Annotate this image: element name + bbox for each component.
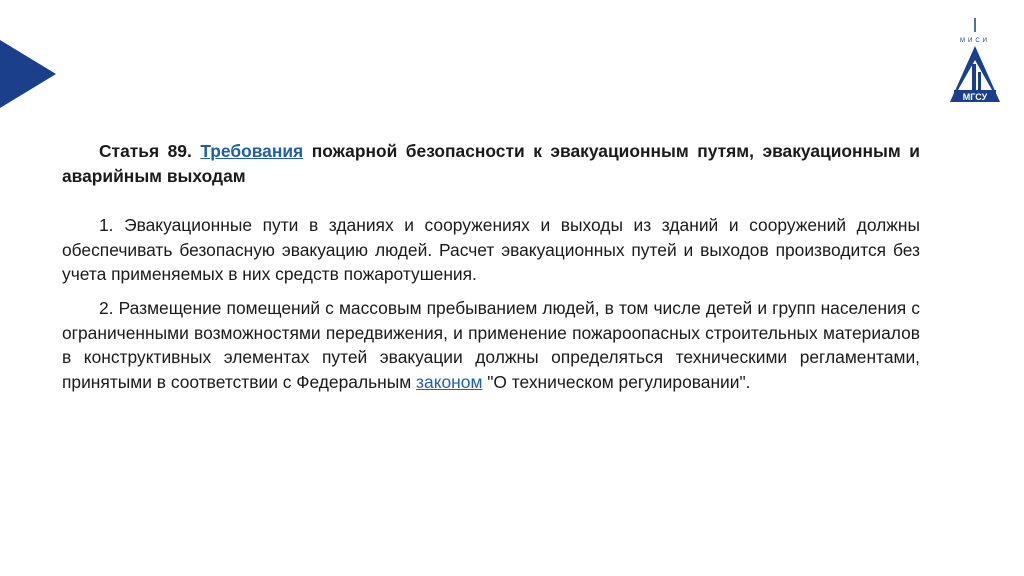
law-link[interactable]: законом	[416, 371, 483, 392]
mgsu-logo	[948, 18, 1002, 104]
heading-rest: пожарной безопасности к эвакуационным путям, эвакуационным и аварийным выходам	[62, 141, 920, 186]
paragraph-1: 1. Эвакуационные пути в зданиях и сооружениях и выходы из зданий и сооружений должны обеспечивать безопасную эвакуацию людей. Расчет эвакуационных путей и выходов производится без учета применяемых в них средств пожаротушения.	[62, 215, 920, 285]
article-content	[62, 139, 920, 394]
paragraph-2-text: 2. Размещение помещений с массовым пребыванием людей, в том числе детей и групп населения с ограниченными возможностями передвижения, и применение пожароопасных строительных материалов в конструктивных элементах путей эвакуации должны определяться техническими регламентами, принятыми в соответствии с Федеральным	[62, 297, 920, 392]
requirements-link[interactable]: Требования	[200, 141, 304, 161]
paragraph-2-end: "О техническом регулировании".	[482, 371, 751, 392]
navigation-arrow-icon	[0, 34, 56, 114]
heading-prefix: Статья 89.	[99, 141, 201, 161]
svg-text:МИСИ: МИСИ	[960, 38, 990, 44]
svg-text:МГСУ: МГСУ	[962, 92, 988, 102]
article-heading	[62, 139, 920, 188]
paragraph-2	[62, 296, 920, 394]
